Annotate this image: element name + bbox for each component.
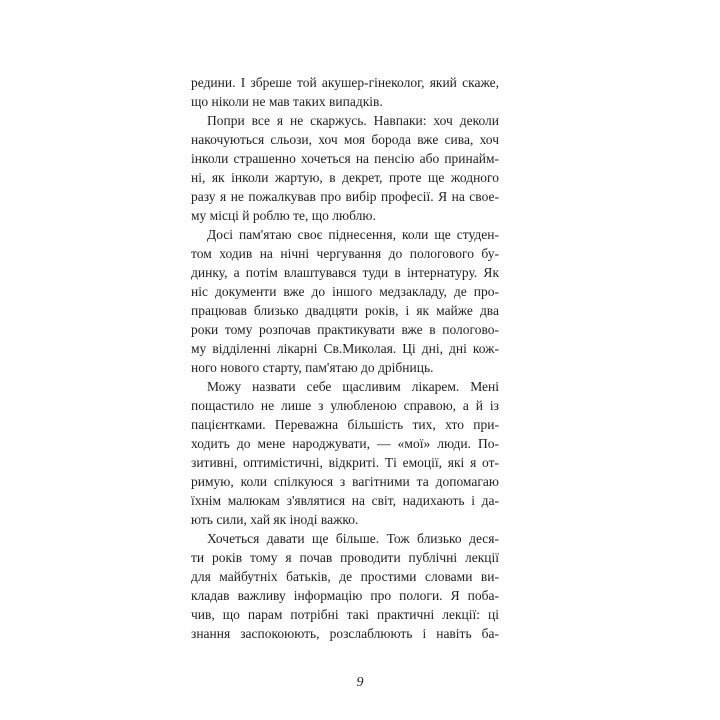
text-line: що ніколи не мав таких випадків. [191, 94, 383, 109]
text-line: ні, як інколи жартую, в декрет, проте ще жодного [191, 170, 499, 185]
text-line: роки тому розпочав практикувати вже в пологово- [191, 322, 499, 337]
text-line: ніс документи вже до іншого медзакладу, де про- [191, 284, 499, 299]
text-line: Попри все я не скаржусь. Навпаки: хоч деколи [207, 113, 499, 128]
text-line: пощастило не лише з улюбленою справою, а й із [191, 398, 499, 413]
text-line: накочуються сльози, хоч моя борода вже сива, хоч [191, 132, 499, 147]
text-line: ходить до мене народжувати, — «мої» люди. По- [191, 436, 499, 451]
text-line: працював близько двадцяти років, і як майже два [191, 303, 499, 318]
text-line: їхнім малюкам з'являтися на світ, надихають і да- [191, 493, 499, 508]
text-line: му відділенні лікарні Св.Миколая. Ці дні, дні кож- [191, 341, 499, 356]
text-line: для майбутніх батьків, де простими словами ви- [191, 569, 499, 584]
text-line: римую, коли спілкуюся з вагітними та допомагаю [191, 474, 499, 489]
text-line: разу я не пожалкував про вибір професії. Я на свое- [191, 189, 499, 204]
text-line: динку, а потім влаштувався туди в інтернатуру. Як [191, 265, 499, 280]
text-line: му місці й роблю те, що люблю. [191, 208, 376, 223]
text-line: ти років тому я почав проводити публічні лекції [191, 550, 499, 565]
text-line: пацієнтками. Переважна більшість тих, хто при- [191, 417, 499, 432]
text-line: том ходив на нічні чергування до пологового бу- [191, 246, 499, 261]
page-number: 9 [356, 675, 364, 690]
text-line: ного нового старту, пам'ятаю до дрібниць. [191, 360, 434, 375]
body-text [191, 73, 499, 643]
text-line: Можу назвати себе щасливим лікарем. Мені [207, 379, 499, 394]
text-line: Хочеться давати ще більше. Тож близько деся- [207, 531, 499, 546]
text-line: інколи страшенно хочеться на пенсію або принайм- [191, 151, 499, 166]
text-line: Досі пам'ятаю своє піднесення, коли ще студен- [207, 227, 499, 242]
text-line: чив, що парам потрібні такі практичні лекції: ці [191, 607, 499, 622]
text-line: редини. І збреше той акушер-гінеколог, який скаже, [191, 75, 499, 90]
text-line: зитивні, оптимістичні, відкриті. Ті емоції, які я от- [191, 455, 499, 470]
text-line: кладав важливу інформацію про пологи. Я поба- [191, 588, 499, 603]
text-line: ють сили, хай як іноді важко. [191, 512, 359, 527]
text-line: знання заспокоюють, розслаблюють і навіть ба- [191, 626, 499, 641]
